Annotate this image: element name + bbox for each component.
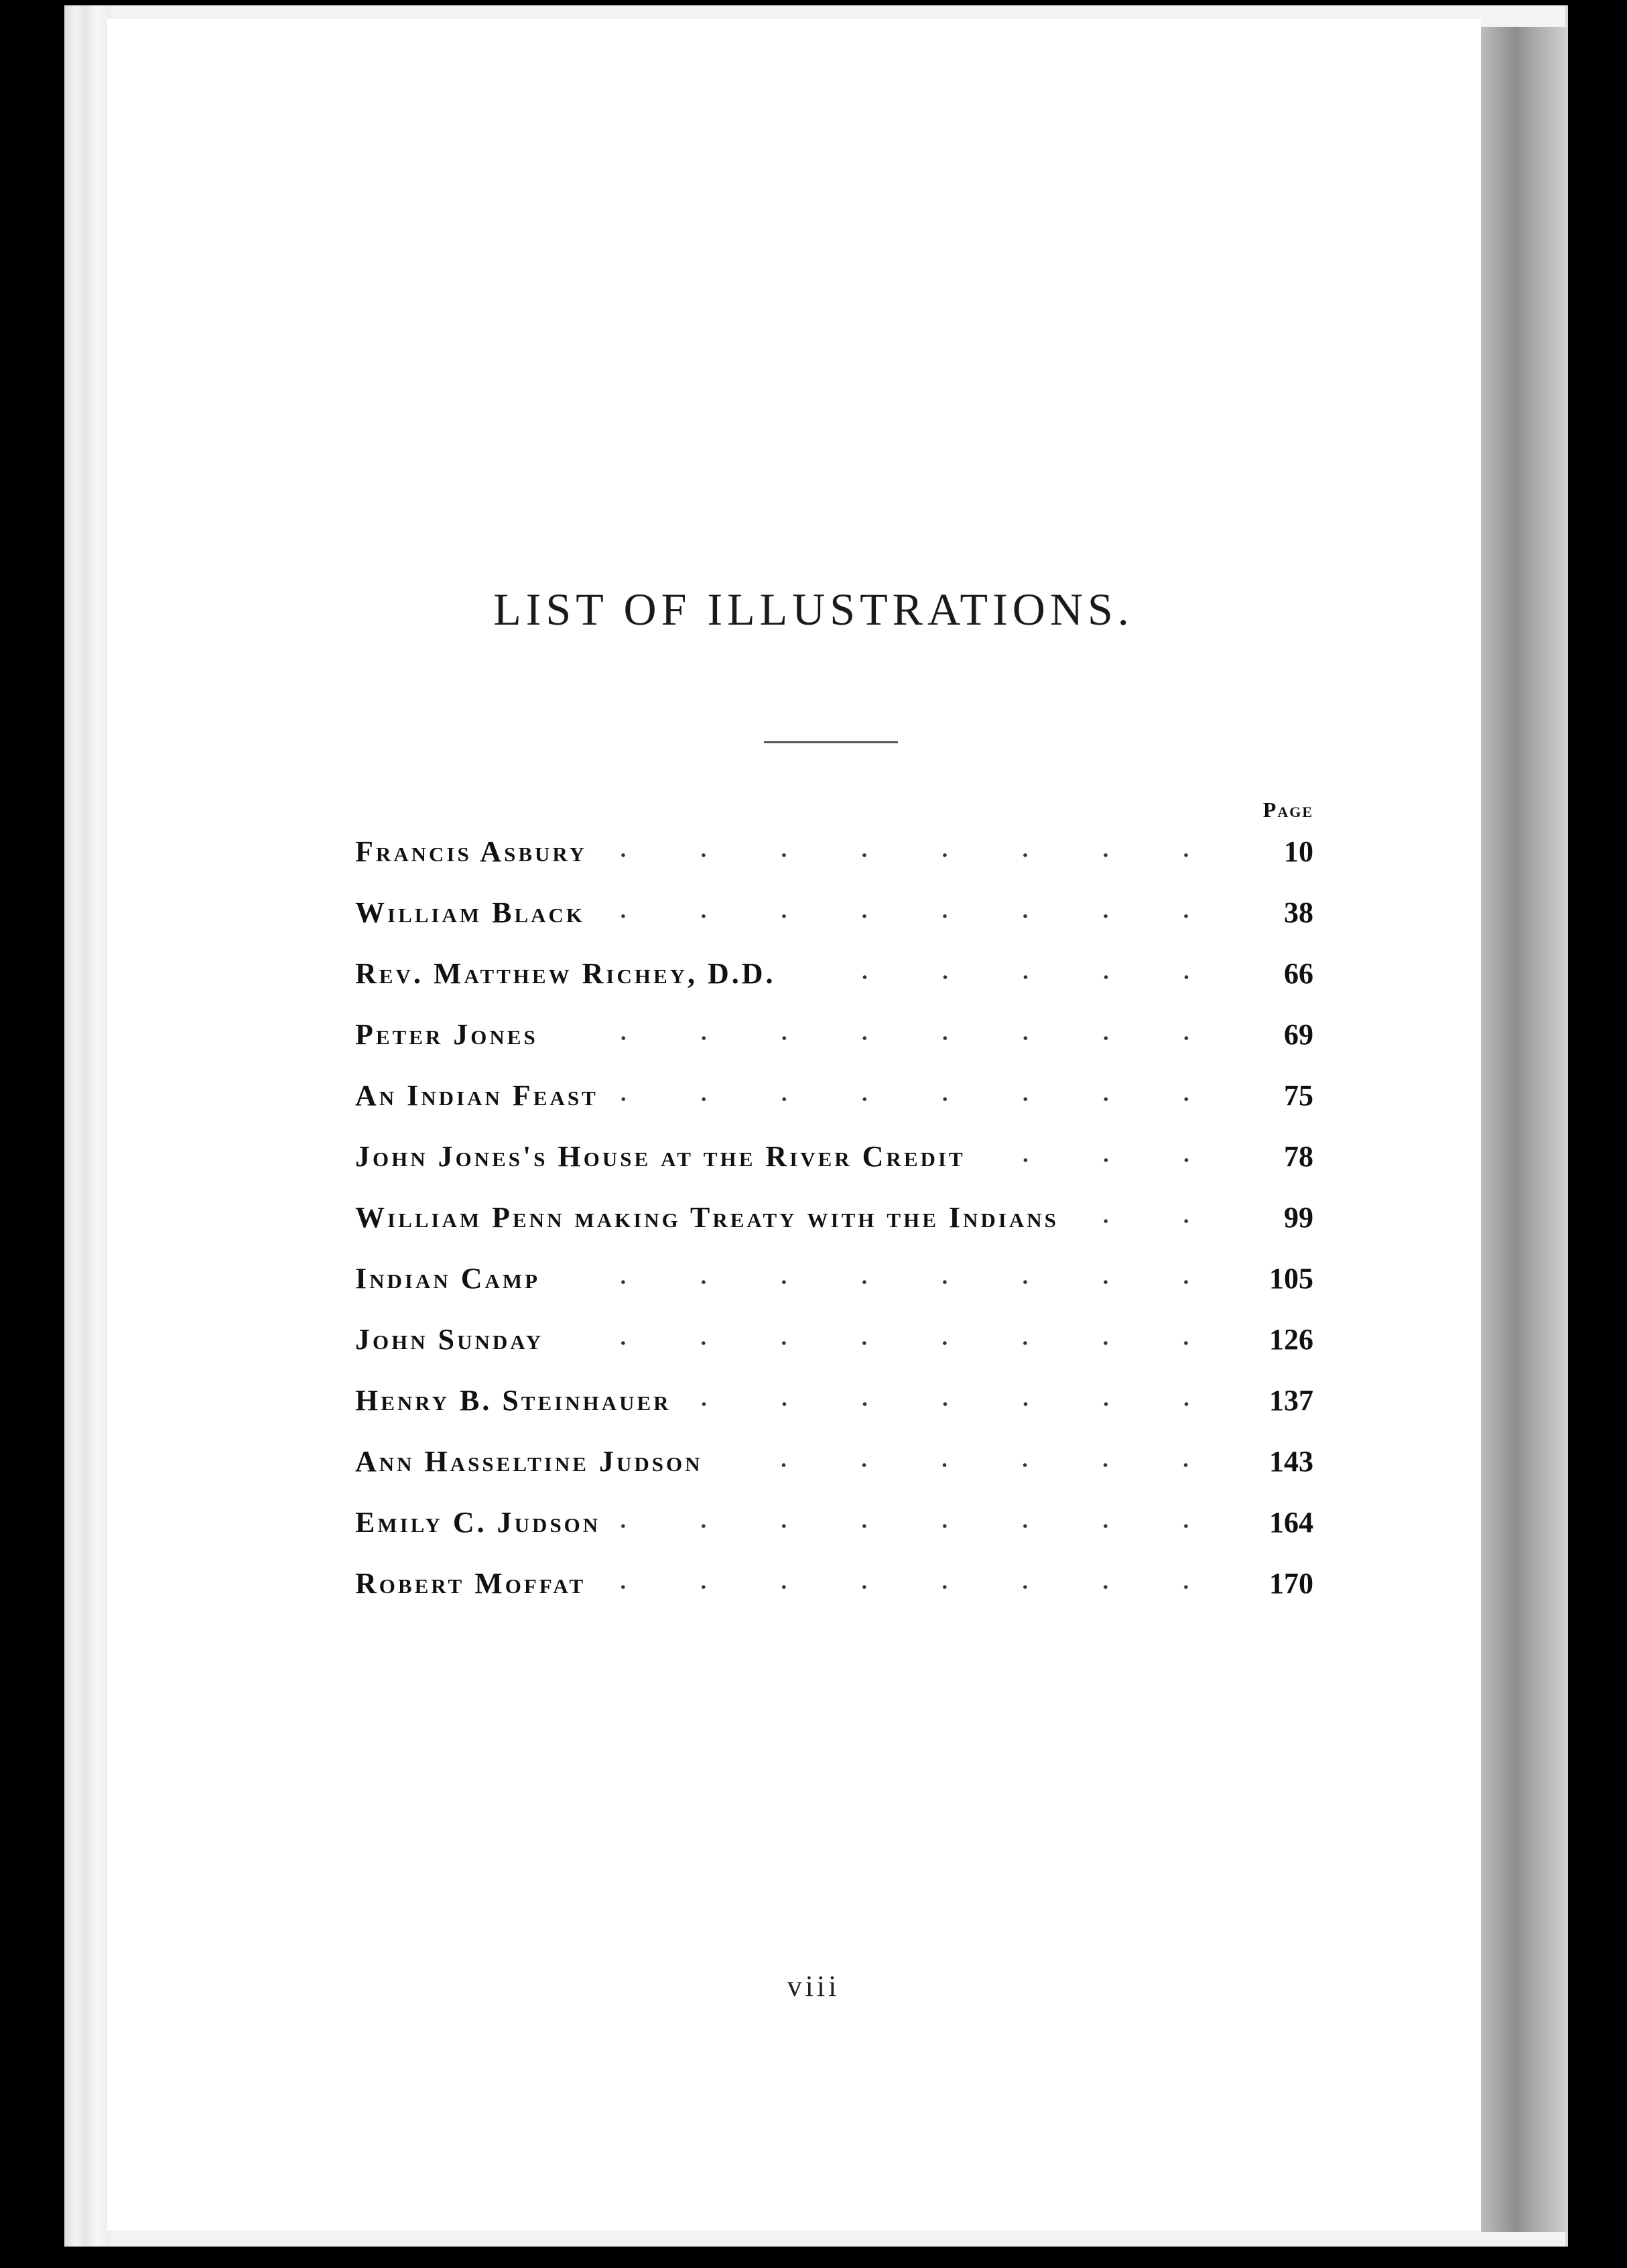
- page-number: 143: [1269, 1445, 1313, 1478]
- dot-leader: [550, 1035, 1253, 1041]
- dot-leader: [788, 974, 1253, 980]
- dot-leader: [612, 1523, 1253, 1529]
- page-number: 105: [1269, 1262, 1313, 1295]
- heading-rule: [764, 741, 898, 743]
- list-item: [355, 1309, 1313, 1370]
- page-number: 75: [1284, 1079, 1313, 1112]
- page-number: 78: [1284, 1140, 1313, 1173]
- page-folio: viii: [787, 1970, 840, 2003]
- dot-leader: [684, 1401, 1253, 1407]
- dot-leader: [714, 1462, 1253, 1468]
- list-item: [355, 1004, 1313, 1065]
- dot-leader: [597, 914, 1253, 919]
- illustration-title: Robert Moffat: [355, 1566, 598, 1600]
- dot-leader: [1071, 1218, 1253, 1224]
- page-number: 99: [1284, 1201, 1313, 1234]
- page-number: 170: [1269, 1567, 1313, 1600]
- list-item: [355, 1248, 1313, 1309]
- page-column-label: Page: [1262, 798, 1313, 822]
- page-number: 38: [1284, 896, 1313, 929]
- list-item: [355, 1126, 1313, 1187]
- list-item: [355, 1187, 1313, 1248]
- illustration-title: Henry B. Steinhauer: [355, 1383, 684, 1418]
- illustration-title: Indian Camp: [355, 1261, 552, 1296]
- illustration-title: Emily C. Judson: [355, 1505, 612, 1539]
- dot-leader: [610, 1096, 1253, 1102]
- list-item: [355, 1370, 1313, 1431]
- dot-leader: [556, 1340, 1253, 1346]
- page-edge: [64, 5, 111, 2247]
- page-number: 69: [1284, 1018, 1313, 1051]
- list-item: [355, 1431, 1313, 1492]
- illustration-title: Rev. Matthew Richey, D.D.: [355, 956, 788, 991]
- list-item: [355, 1492, 1313, 1553]
- dot-leader: [552, 1279, 1253, 1285]
- illustration-title: John Jones's House at the River Credit: [355, 1139, 978, 1174]
- list-item: [355, 943, 1313, 1004]
- list-item: [355, 882, 1313, 943]
- dot-leader: [599, 853, 1253, 858]
- binding-shadow: [1481, 27, 1568, 2232]
- list-item: [355, 821, 1313, 882]
- illustration-title: John Sunday: [355, 1322, 556, 1357]
- illustration-title: Ann Hasseltine Judson: [355, 1444, 714, 1478]
- illustration-title: Peter Jones: [355, 1017, 550, 1052]
- page-number: 164: [1269, 1506, 1313, 1539]
- page-number: 10: [1284, 835, 1313, 868]
- list-heading: LIST OF ILLUSTRATIONS.: [493, 584, 1134, 635]
- illustrations-list: [355, 821, 1313, 1614]
- page-number: 126: [1269, 1323, 1313, 1356]
- dot-leader: [598, 1584, 1253, 1590]
- illustration-title: An Indian Feast: [355, 1078, 610, 1113]
- page-number: 137: [1269, 1384, 1313, 1417]
- illustration-title: Francis Asbury: [355, 834, 599, 869]
- page-number: 66: [1284, 957, 1313, 990]
- dot-leader: [978, 1157, 1253, 1163]
- illustration-title: William Penn making Treaty with the Indians: [355, 1200, 1071, 1235]
- illustration-title: William Black: [355, 895, 597, 930]
- list-item: [355, 1065, 1313, 1126]
- list-item: [355, 1553, 1313, 1614]
